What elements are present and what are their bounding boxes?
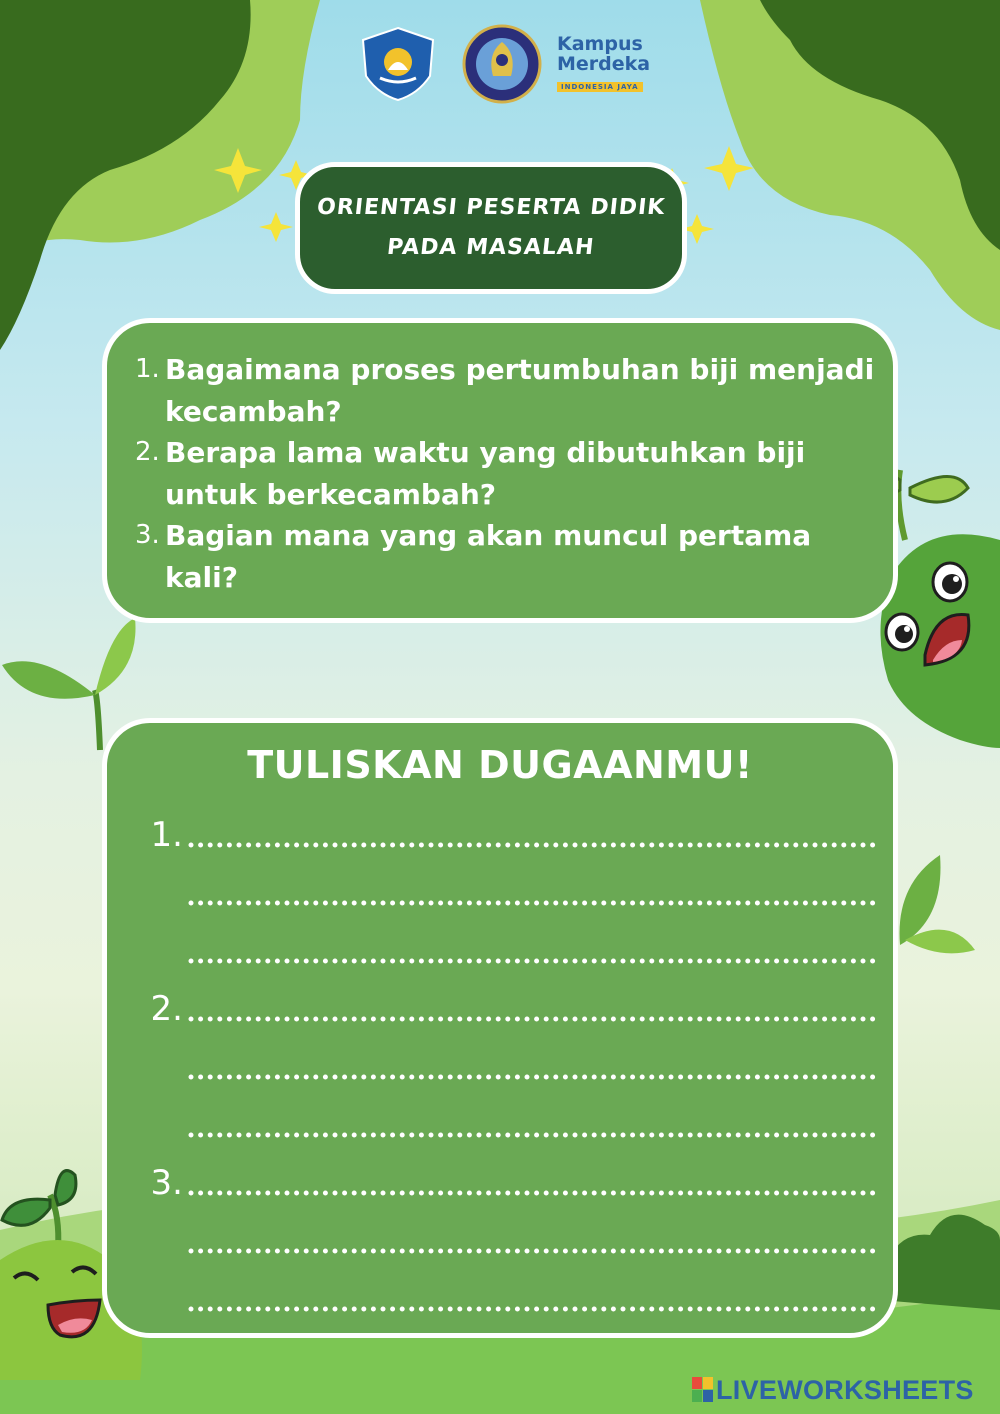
answer-line-1a[interactable] (143, 815, 883, 855)
liveworksheets-logo[interactable] (692, 1374, 974, 1406)
question-item (135, 349, 875, 432)
dotted-line (187, 1189, 883, 1197)
kampus-merdeka-logo (557, 34, 667, 94)
question-item (135, 432, 875, 515)
dotted-line (187, 957, 883, 965)
liveworksheets-brand: LIVEWORKSHEETS (716, 1374, 974, 1405)
answers-box (102, 718, 898, 1338)
section-title-box (295, 162, 687, 294)
answer-line-2b[interactable] (143, 1047, 883, 1087)
question-number: 2. (135, 437, 160, 467)
title-line-1: ORIENTASI PESERTA DIDIK (315, 195, 667, 220)
tut-wuri-handayani-logo (358, 26, 438, 102)
answer-number-2: 2. (150, 989, 183, 1029)
answer-line-3b[interactable] (143, 1221, 883, 1261)
question-number: 3. (135, 520, 160, 550)
answer-line-1c[interactable] (143, 931, 883, 971)
answer-number-3: 3. (150, 1163, 183, 1203)
dotted-line (187, 1073, 883, 1081)
question-list (135, 349, 875, 598)
kampus-merdeka-tagline: INDONESIA JAYA (557, 82, 643, 92)
dotted-line (187, 841, 883, 849)
question-text: Bagian mana yang akan muncul pertama kali? (165, 519, 812, 594)
dotted-line (187, 1247, 883, 1255)
questions-box (102, 318, 898, 623)
dotted-line (187, 1131, 883, 1139)
question-item (135, 515, 875, 598)
kampus-merdeka-line1: Kampus (557, 33, 643, 55)
answer-line-3c[interactable] (143, 1279, 883, 1319)
dotted-line (187, 899, 883, 907)
dotted-line (187, 1015, 883, 1023)
question-text: Berapa lama waktu yang dibutuhkan biji untuk berkecambah? (165, 436, 806, 511)
answer-line-1b[interactable] (143, 873, 883, 913)
answer-line-2c[interactable] (143, 1105, 883, 1145)
question-number: 1. (135, 354, 160, 384)
answer-line-3a[interactable] (143, 1163, 883, 1203)
answers-title: TULISKAN DUGAANMU! (247, 743, 753, 787)
answer-line-2a[interactable] (143, 989, 883, 1029)
university-seal-logo (459, 24, 545, 104)
answer-number-1: 1. (150, 815, 183, 855)
kampus-merdeka-line2: Merdeka (557, 53, 651, 75)
dotted-line (187, 1305, 883, 1313)
title-line-2: PADA MASALAH (386, 235, 597, 260)
liveworksheets-mark-icon (692, 1377, 714, 1403)
question-text: Bagaimana proses pertumbuhan biji menjadi kecambah? (165, 353, 875, 428)
